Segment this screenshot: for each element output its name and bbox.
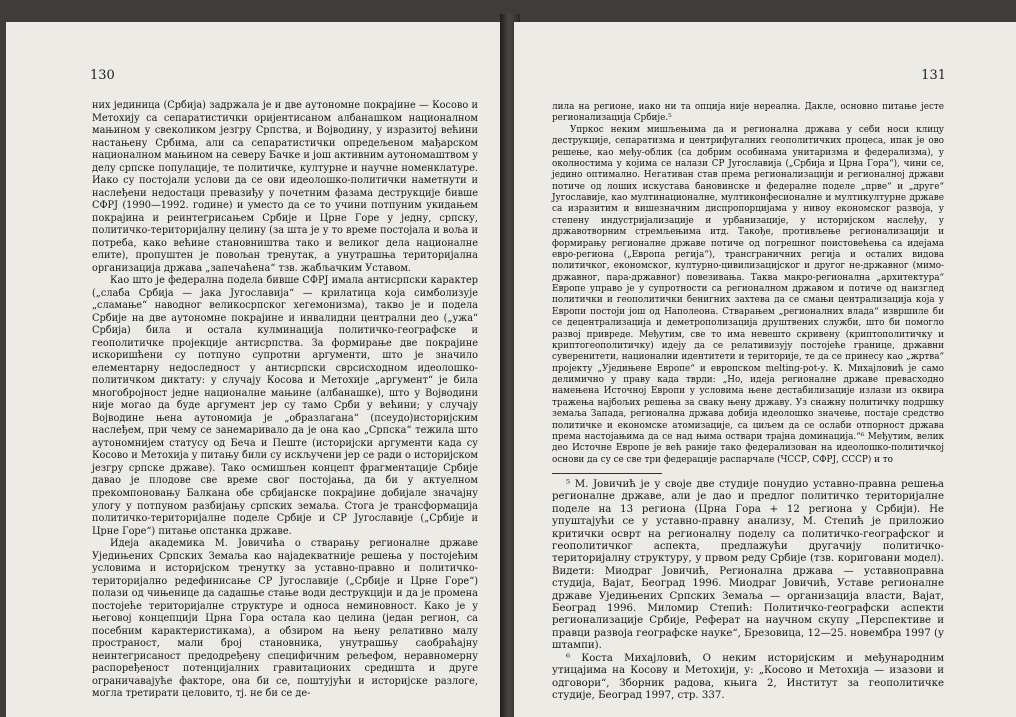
left-page-number: 130 (90, 68, 115, 83)
right-paragraph: Упркос неким мишљењима да и регионална држава у себи носи клицу деструкције, сепаратизма и центрифугалних геополитичких процеса, ипак је ово решење, као међу-облик (са добрим особинама унитаризма и федерализма), у околностима у којима се налази СР Југославија („Србија и Црна Гора“), чини се, једино оптимално. Негативан став према регионализацији и регионалној држави потиче од лоших искустава бановинске и федералне поделе „прве“ и „друге“ Југославије, као мултинационалне, мултиконфесионалне и мултикултурне државе са изразитим и вишезначним диспропорцијама у нивоу економског развоја, у степену индустријализације и урбанизације, у историјском наслеђу, у државотворним стремљењима итд. Такође, противљење регионализацији и формирању регионалне државе потиче од погрешног поистовећења са идејама евро-региона („Европа регија“), трансграничних регија и осталих видова политичког, економског, културно-цивилизацијског и другог не-државног (мимо-државног, пара-државног) повезивања. Таква макро-регионална „архитектура“ Европе управо је у супротности са регионалном државом и потиче од наизглед политички и геополитички бенигних захтева да се смањи централизација која у Европи постоји још од Наполеона. Стварањем „регионалних влада“ извршиле би се децентрализација и деметрополизација друштвених служби, што би помогло развој привреде. Међутим, све то има невешто скривену (криптополитичку и криптогеополитичку) идеју да се релативизују постојеће границе, државни суверенитети, национални идентитети и територије, те да се принесу као „жртва“ пројекту „Уједињене Европе“ и европском melting-pot-у. К. Михајловић је само делимично у праву када тврди: „Но, идеја регионалне државе превасходно намењена Источној Европи у условима њене дестабилизације излази из оквира тражења најбољих решења за сваку њену државу. Уз снажну политичку подршку земаља Запада, регионална држава добија идеолошко значење, постаје средство политичке и економске атомизације, са циљем да се ослаби отпорност држава према настојањима да се над њима оствари трајна доминација.“⁶ Међутим, велик део Источне Европе је већ раније тако федерализован на идеолошко-политичкој основи да су се све три федерације распарчале (ЧССР, СФРЈ, СССР) и то (552, 124, 944, 465)
right-page (514, 22, 1016, 717)
left-paragraph: Као што је федерална подела бивше СФРЈ имала антисрпски карактер („слаба Србија — јака Југославија“ — крилатица која симболизује „сламање“ наводног великосрпског хегемонизма), такво је и подела Србије на две аутономне покрајине и инвалидни централни део („ужа“ Србија) била и остала кулминација политичко-географске и геополитичке пројекције антисрпства. За формирање две покрајине искоришћени су потпуно супротни аргументи, што је значило елементарну недоследност у антисрпски сврсисходном идеолошко-политичком диктату: у случају Косова и Метохије „аргумент“ је била многобројност једне националне мањине (албанашке), што у Војводини није могао да буде аргумент јер су тамо Срби у већини; у случају Војводине њена аутономија је „образлагана“ (псеудо)историјским наслеђем, при чему се занемаривало да је она као „Српска“ тежила што аутономнијем статусу од Беча и Пеште (историјски аргументи када су Косово и Метохија у питању били су искључени јер се ради о историјском језгру српске државе). Тако осмишљен концепт фрагментације Србије давао је плодове све време свог постојања, да би у актуелном прекомпоновању Балкана обе србијанске покрајине добијале значајну улогу у потпуном разбијању српских земаља. Стога је трансформација политичко-територијалне поделе Србије и СР Југославије („Србије и Црне Горе“) питање опстанка државе. (92, 275, 478, 537)
right-page-number: 131 (921, 68, 946, 83)
footnotes (552, 479, 944, 702)
left-paragraph: Идеја академика М. Јовичића о стварању регионалне државе Уједињених Српских Земаља као најадекватније решења у постојећим условима и историјском тренутку за уставно-правно и политичко-територијално редефинисање СР Југославије („Србије и Црне Горе“) полази од чињенице да садашње стање води деструкцији и да је промена постојеће територијалне структуре и односа неминовност. Како је у његовој концепцији Црна Гора остала као целина (један регион, са посебним карактеристикама), а обзиром на њену релативно малу пространост, мали број становника, унутрашњу саобраћајну неинтегрисаност предодређену специфичним рељефом, неравномерну распоређеност потенцијалних гравитационих средишта и друге ограничавајуће факторе, она би се, поштујући и историјске разлоге, могла третирати целовито, тј. не би се де- (92, 538, 478, 700)
left-paragraph: них јединица (Србија) задржала је и две аутономне покрајине — Косово и Метохију са сепаратистички оријентисаном албанашком националном мањином у свеколиком језгру Српства, и Војводину, у изразитој већини настањену Србима, али са сепаратистички опредељеном мађарском националном мањином на северу Бачке и још активним аутономаштвом у делу српске популације, те политичке, културне и научне номенклатуре. Иако су постојали услови да се ови идеолошко-политички наметнути и наслеђени недостаци превазиђу у почетним фазама деструкције бивше СФРЈ (1990—1992. године) и уместо да се то учини потпуним укидањем покрајина и реинтегрисањем Србије и Црне Горе у једну, српску, политичко-територијалну целину (за шта је у то време постојала и воља и потреба, како већине становништва тако и великог дела националне елите), пропуштен је повољан тренутак, а унутрашња територијална организација држава „запечаћена“ тзв. жабљачким Уставом. (92, 100, 478, 274)
footnote-divider (552, 473, 662, 474)
right-page-body (552, 102, 944, 702)
left-page-body (92, 100, 478, 701)
footnote: ⁵ М. Јовичић је у своје две студије понудио уставно-правна решења регионалне државе, али је дао и предлог политичко територијалне поделе на 13 региона (Црна Гора + 12 региона у Србији). Не упуштајући се у уставно-правну анализу, М. Степић је приложио критички осврт на регионалну поделу са политичко-географског и геополитичког аспекта, предлажући другачију политичко-територијалну структуру, у првом реду Србије (тзв. кориговани модел). Видети: Миодраг Јовичић, Регионална држава — уставноправна студија, Вајат, Београд 1996. Миодраг Јовичић, Уставе регионалне државе Уједињених Српских Земаља — организација власти, Вајат, Београд 1996. Миломир Степић: Политичко-географски аспекти регионализације Србије, Реферат на научном скупу „Перспективе и правци развоја географске науке“, Брезовица, 12—25. новембра 1997 (у штампи). (552, 479, 944, 652)
footnote: ⁶ Коста Михајловић, О неким историјским и међународним утицајима на Косову и Метохији, у: „Косово и Метохија — изазови и одговори“, Зборник радова, књига 2, Институт за геополитичке студије, Београд 1997, стр. 337. (552, 652, 944, 701)
right-paragraph: лила на регионе, иако ни та опција није нереална. Дакле, основно питање јесте регионализација Србије.⁵ (552, 102, 944, 124)
left-page (6, 22, 506, 717)
